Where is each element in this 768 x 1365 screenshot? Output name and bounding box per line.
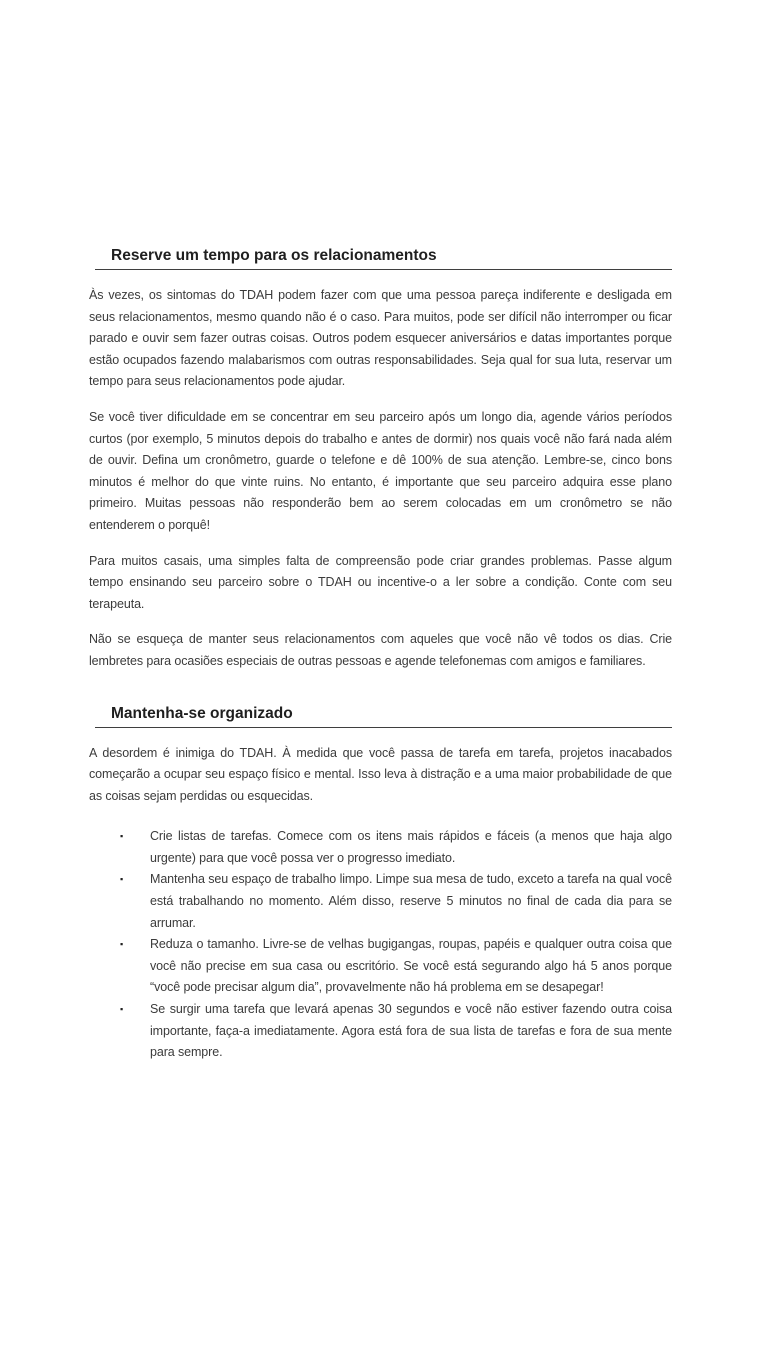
list-item-text: Crie listas de tarefas. Comece com os itens mais rápidos e fáceis (a menos que haja algo urgente) para que você possa ver o progresso imediato.	[150, 829, 672, 865]
section-relationships	[89, 247, 672, 673]
list-item	[89, 934, 672, 999]
page-content	[89, 247, 672, 1064]
section-heading-relationships: Reserve um tempo para os relacionamentos	[95, 247, 672, 270]
bullet-icon: ▪	[120, 831, 124, 842]
list-item	[89, 826, 672, 869]
section-body	[89, 743, 672, 1064]
section-heading-organized: Mantenha-se organizado	[95, 705, 672, 728]
list-item	[89, 999, 672, 1064]
list-item	[89, 869, 672, 934]
paragraph: Para muitos casais, uma simples falta de compreensão pode criar grandes problemas. Passe algum tempo ensinando seu parceiro sobre o TDAH ou incentive-o a ler sobre a condição. Conte com seu terapeuta.	[89, 553, 672, 611]
paragraph: Às vezes, os sintomas do TDAH podem fazer com que uma pessoa pareça indiferente e desligada em seus relacionamentos, mesmo quando não é o caso. Para muitos, pode ser difícil não interromper ou ficar parado e ouvir sem fazer outras coisas. Outros podem esquecer aniversários e datas importantes porque estão ocupados fazendo malabarismos com outras responsabilidades. Seja qual for sua luta, reservar um tempo para seus relacionamentos pode ajudar.	[89, 288, 672, 389]
list-item-text: Se surgir uma tarefa que levará apenas 30 segundos e você não estiver fazendo outra coisa importante, faça-a imediatamente. Agora está fora de sua lista de tarefas e fora de sua mente para sempre.	[150, 1002, 672, 1060]
paragraph: A desordem é inimiga do TDAH. À medida que você passa de tarefa em tarefa, projetos inacabados começarão a ocupar seu espaço físico e mental. Isso leva à distração e a uma maior probabilidade de que as coisas sejam perdidas ou esquecidas.	[89, 745, 672, 803]
list-item-text: Reduza o tamanho. Livre-se de velhas bugigangas, roupas, papéis e qualquer outra coisa que você não precise em sua casa ou escritório. Se você está segurando algo há 5 anos porque “você pode precisar algum dia”, provavelmente não há problema em se desapegar!	[150, 937, 672, 995]
section-body	[89, 285, 672, 673]
bullet-icon: ▪	[120, 939, 124, 950]
paragraph: Não se esqueça de manter seus relacionamentos com aqueles que você não vê todos os dias. Crie lembretes para ocasiões especiais de outras pessoas e agende telefonemas com amigos e familiares.	[89, 632, 672, 668]
section-organized	[89, 705, 672, 1064]
bullet-icon: ▪	[120, 1004, 124, 1015]
bullet-list	[89, 826, 672, 1064]
list-item-text: Mantenha seu espaço de trabalho limpo. Limpe sua mesa de tudo, exceto a tarefa na qual você está trabalhando no momento. Além disso, reserve 5 minutos no final de cada dia para se arrumar.	[150, 872, 672, 930]
bullet-icon: ▪	[120, 874, 124, 885]
paragraph: Se você tiver dificuldade em se concentrar em seu parceiro após um longo dia, agende vários períodos curtos (por exemplo, 5 minutos depois do trabalho e antes de dormir) nos quais você não fará nada além de ouvir. Defina um cronômetro, guarde o telefone e dê 100% de sua atenção. Lembre-se, cinco bons minutos é melhor do que vinte ruins. No entanto, é importante que seu parceiro adquira esse plano primeiro. Muitas pessoas não responderão bem ao serem colocadas em um cronômetro se não entenderem o porquê!	[89, 409, 672, 532]
